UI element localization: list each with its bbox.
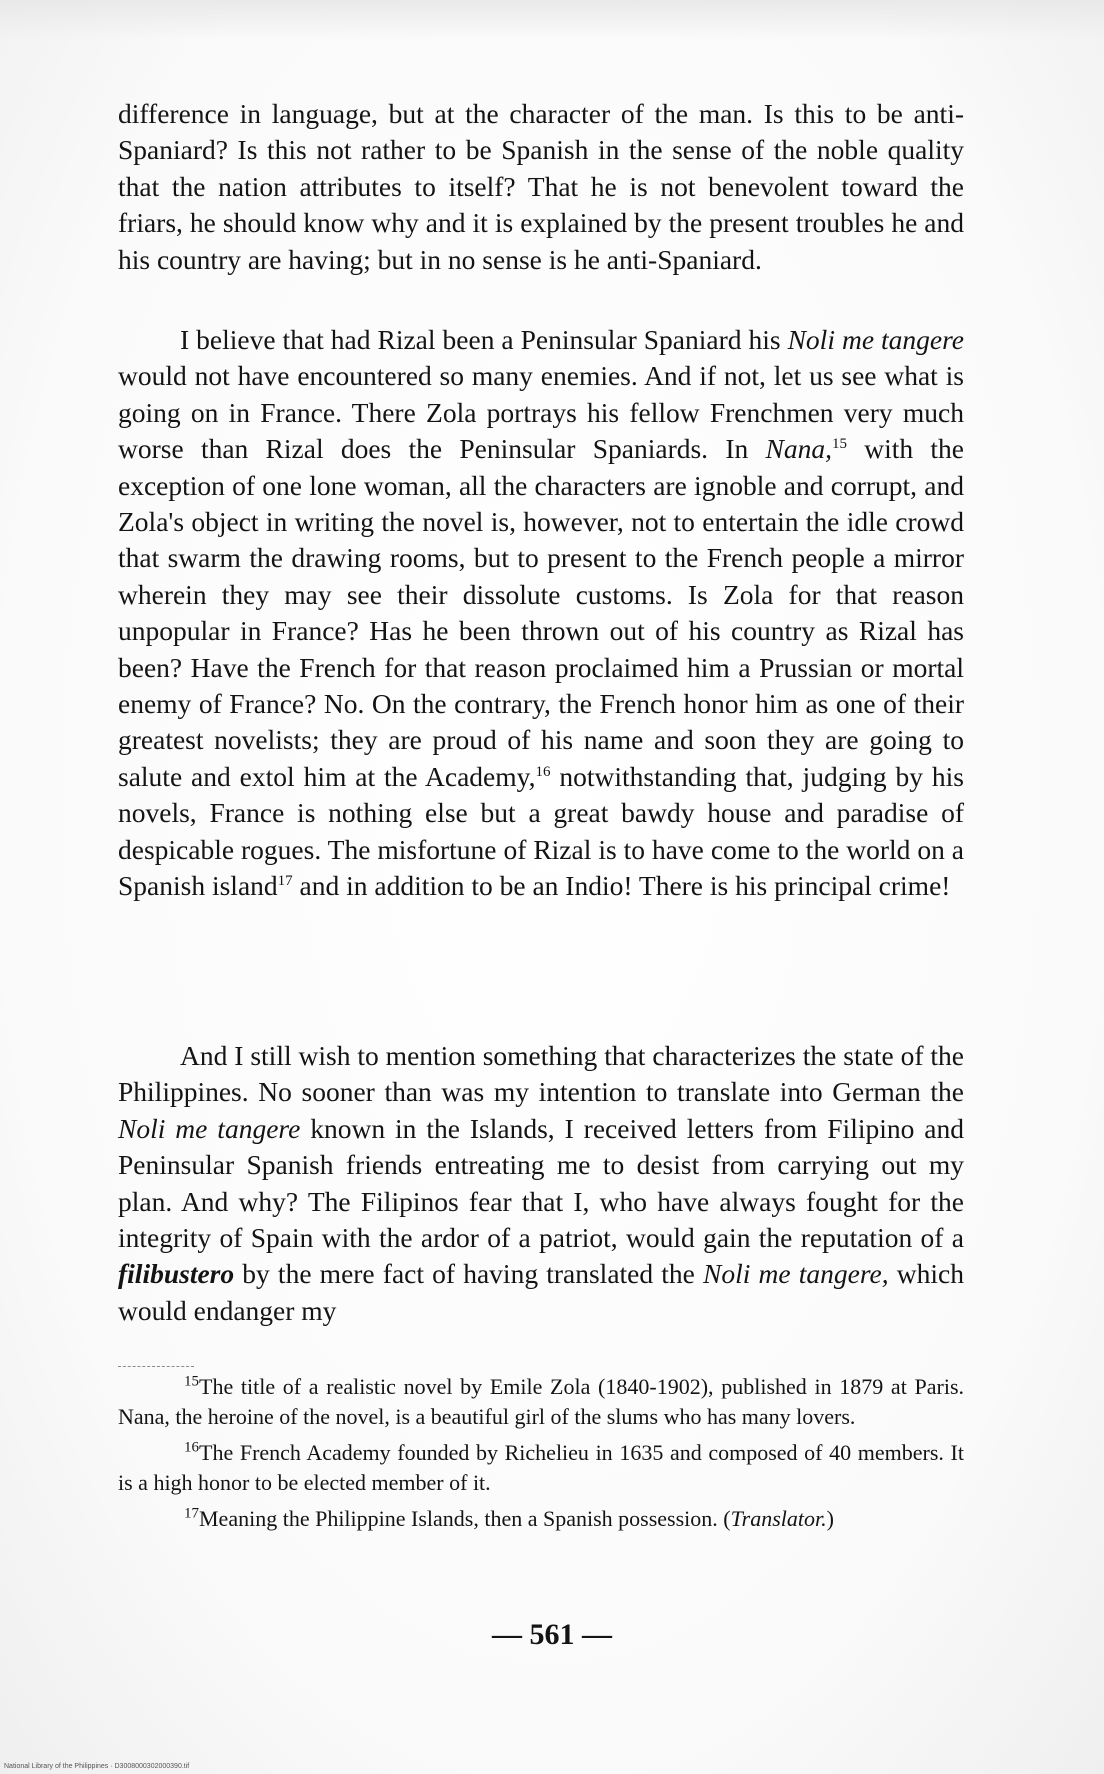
footnote-17-translator: Translator. [730,1506,827,1531]
paragraph-2-text-h: notwithstanding that, judging by his novels, France is nothing else but a great bawdy house and paradise of despicable rogues. The misfortune of Rizal is to have come to the world on a Spanish island [118,760,964,902]
paragraph-2-text-a: I believe that had Rizal been a Peninsular Spaniard his [180,324,788,355]
paragraph-2 [118,322,964,905]
footnote-16 [118,1438,964,1498]
footnote-15 [118,1372,964,1432]
paragraph-2-title-noli: Noli me tangere [787,324,965,355]
paragraph-3-text-e: by the mere fact of having translated the [234,1258,704,1290]
paragraph-1 [118,96,964,278]
footnote-17-close: ) [826,1506,834,1531]
footnote-15-marker: 15 [184,1373,199,1390]
scan-credit: National Library of the Philippines · D3008000302000390.tif [4,1763,190,1770]
footnotes [118,1372,964,1540]
paragraph-2-text-f: with the exception of one lone woman, all the characters are ignoble and corrupt, and Zola's object in writing the novel is, however, not to entertain the idle crowd that swarm the drawing rooms, but to present to the French people a mirror wherein they may see their dissolute customs. Is Zola for that reason unpopular in France? Has he been thrown out of his country as Rizal has been? Have the French for that reason proclaimed him a Prussian or mortal enemy of France? No. On the contrary, the French honor him as one of their greatest novelists; they are proud of his name and soon they are going to salute and extol him at the Academy, [118,433,964,792]
footnote-ref-16: 16 [535,763,551,780]
footnote-ref-17: 17 [277,872,293,889]
paragraph-2-text-j: and in addition to be an Indio! There is his principal crime! [292,870,951,902]
paragraph-3-title-noli-2: Noli me tangere, [703,1258,889,1290]
footnote-15-text: The title of a realistic novel by Emile Zola (1840-1902), published in 1879 at Paris. Nana, the heroine of the novel, is a beautiful girl of the slums who has many lovers. [118,1374,964,1429]
paragraph-2-title-nana: Nana, [765,433,832,465]
paragraph-2-text-c: would not have encountered so many enemies. And if not, let us see what is going on in France. There Zola portrays his fellow Frenchmen very much worse than Rizal does the Peninsular Spaniards. In [118,360,964,465]
footnote-17 [118,1504,964,1534]
footnote-divider [118,1366,194,1367]
footnote-ref-15: 15 [831,436,847,453]
paragraph-3 [118,1038,964,1329]
footnote-17-text: Meaning the Philippine Islands, then a Spanish possession. ( [199,1506,731,1531]
paragraph-1-text: difference in language, but at the character of the man. Is this to be anti-Spaniard? Is this not rather to be Spanish in the sense of the noble quality that the nation attributes to itself? That he is not benevolent toward the friars, he should know why and it is explained by the present troubles he and his country are having; but in no sense is he anti-Spaniard. [118,98,964,275]
footnote-16-marker: 16 [184,1439,199,1456]
page-number: — 561 — [492,1618,612,1651]
paragraph-3-filibustero: filibustero [118,1258,235,1290]
paragraph-3-title-noli: Noli me tangere [118,1112,301,1144]
footnote-16-text: The French Academy founded by Richelieu in 1635 and composed of 40 members. It is a high honor to be elected member of it. [118,1440,964,1495]
paragraph-3-text-a: And I still wish to mention something that characterizes the state of the Philippines. No sooner than was my intention to translate into German the [118,1040,964,1108]
scan-edge-shadow [0,0,1104,40]
paragraph-3-text-g: which would endanger my [118,1258,965,1326]
paragraph-3-text-c: known in the Islands, I received letters from Filipino and Peninsular Spanish friends entreating me to desist from carrying out my plan. And why? The Filipinos fear that I, who have always fought for the integrity of Spain with the ardor of a patriot, would gain the reputation of a [118,1112,965,1254]
footnote-17-marker: 17 [184,1505,199,1522]
